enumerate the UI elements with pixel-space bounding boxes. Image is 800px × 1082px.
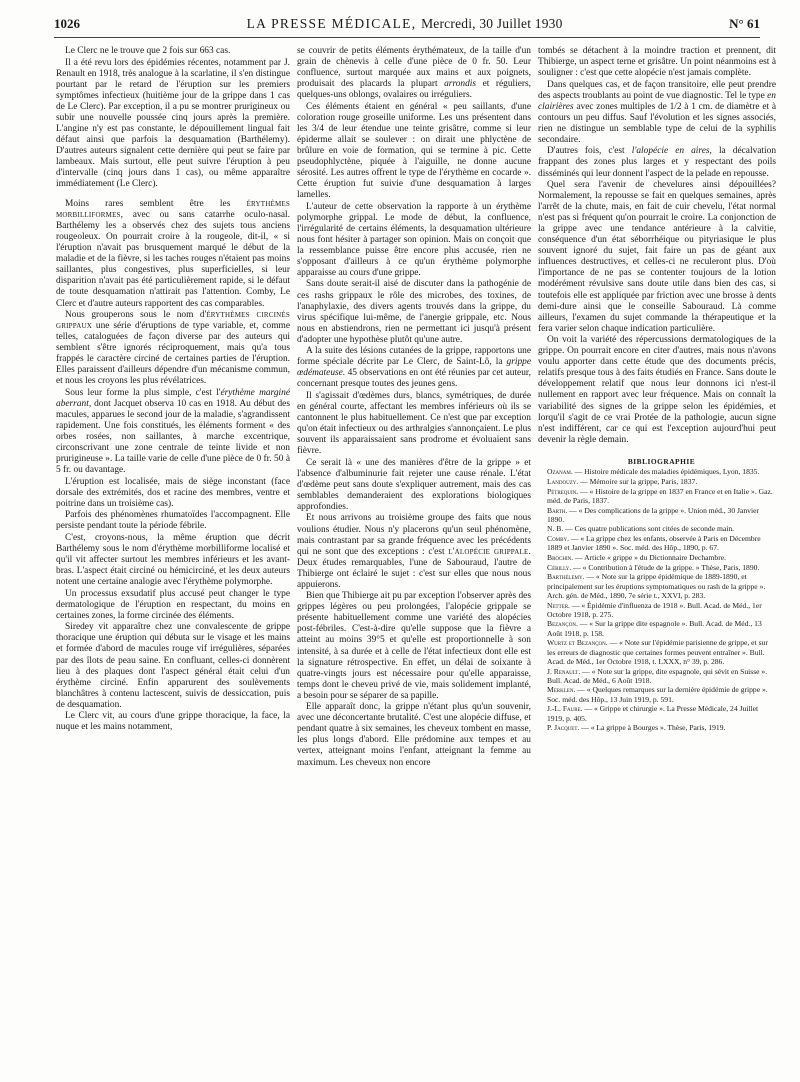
bibliography-entry — [538, 601, 776, 619]
text-run: Deux études remarquables, l'une de Sabouraud, l'autre de Thibierge ont éclairé le sujet : c'est sur elles que nous nous appuierons. — [297, 557, 531, 590]
reference-text: — « Grippe et chirurgie ». La Presse Médicale, 24 Juillet 1919, p. 405. — [547, 704, 759, 723]
paragraph — [56, 388, 290, 476]
text-column-1 — [56, 46, 290, 1076]
bibliography-entry — [538, 619, 776, 637]
bibliography-entry — [538, 534, 776, 552]
paragraph — [56, 199, 290, 309]
paragraph: Sans doute serait-il aisé de discuter dans la pathogénie de ces rashs grippaux le rôle des microbes, des toxines, de l'anaphylaxie, des divers agents trouvés dans la grippe, du virus spécifique lui-même, de l'anergie grippale, etc. Nous nous en abstiendrons, rien ne permettant ici jusqu'à présent d'adopter une hypothèse plutôt qu'une autre. — [297, 279, 531, 345]
bibliography-entry — [538, 553, 776, 562]
reference-text: — Ces quatre publications sont citées de seconde main. — [563, 524, 735, 534]
bibliography-entry — [538, 723, 776, 732]
text-run: , avec ou sans catarrhe oculo-nasal. Barthélemy les a observés chez des sujets tous anciens rougeoleux. On pourrait croire à la rougeole, dit-il, « si l'éruption n'avait pas brusquement marqué le début de la maladie et de la fièvre, si les taches rouges n'étaient pas moins saillantes, plus congestives, plus superficielles, si leur disparition n'avait pas été particulièrement rapide, si le défaut de toute desquamation n'attirait pas l'attention. Comby, Le Clerc et d'autre auteurs rapportent des cas comparables. — [56, 210, 290, 309]
bibliography-entry — [538, 524, 776, 533]
bibliography-entry — [538, 477, 776, 486]
small-caps-term: érythèmes morbilliformes — [56, 199, 290, 221]
paragraph: L'éruption est localisée, mais de siège inconstant (face dorsale des extrémités, dos et racine des membres, ventre et poitrine dans un troisième cas). — [56, 476, 290, 509]
reference-author: Bezançon. — [547, 619, 578, 629]
bibliography-heading: BIBLIOGRAPHIE — [627, 456, 696, 466]
paragraph: Parfois des phénomènes rhumatoïdes l'accompagnent. Elle persiste pendant toute la période fébrile. — [56, 510, 290, 532]
reference-author: Cérilly. — [547, 562, 572, 572]
bibliography-entry — [538, 572, 776, 600]
paragraph — [297, 346, 531, 390]
paragraph: Bien que Thibierge ait pu par exception l'observer après des grippes légères ou peu prolongées, l'alopécie grippale se présente habituellement comme une variété des alopécies post-fébriles. C'est-à-dire qu'elle suppose que la fièvre a atteint au moins 39°5 et qu'elle est proportionnelle à son intensité, à sa durée et à celle de l'état infectieux dont elle est la signature rétrospective. En effet, un délai de soixante à quatre-vingts jours est nécessaire pour qu'elle apparaisse, temps dont le cheveu privé de vie, mais solidement implanté, a besoin pour se séparer de sa papille. — [297, 591, 531, 701]
italic-term: érythème marginé aberrant, — [56, 387, 290, 409]
paragraph: Il s'agissait d'œdèmes durs, blancs, symétriques, de durée en général courte, affectant les membres inférieurs où ils se cantonnent le plus habituellement. Ce n'est que par exception qu'on était infectieux ou des arthralgies s'annonçaient. Le plus souvent ils apparaissaient sans prodrome et évoluaient sans fièvre. — [297, 390, 531, 457]
reference-text: — Histoire médicale des maladies épidémiques, Lyon, 1835. — [572, 467, 760, 477]
reference-text: — « Note sur la grippe épidémique de 1889-1890, et principalement sur les éruptions symptomatiques ou rash de la grippe ». Arch. gén. de Méd., 1890, 7e série t., XXVI, p. 283. — [547, 572, 766, 600]
reference-author: Wurtz et Bezançon. — [547, 638, 608, 648]
reference-text: — « La grippe chez les enfants, observée à Paris en Décembre 1889 et Janvier 1890 ». Soc. méd. des Hôp., 1890, p. 67. — [547, 534, 761, 553]
issue-date: Mercredi, 30 Juillet 1930 — [421, 16, 563, 31]
reference-author: Barthélemy. — [547, 572, 585, 582]
text-run: Et nous arrivons au troisième groupe des faits que nous voulions étudier. Nous n'y placerons qu'un seul phénomène, mais contrastant par sa grande fréquence avec les précédents qui ne sont que des exceptions : c'est — [297, 513, 531, 557]
text-run: une série d'éruptions de type variable, et, comme telles, cataloguées de façon diverse par des auteurs qui semblent s'être ignorés réciproquement, mais qu'a tous frappés le caractère circiné de certaines parties de l'éruption. Elles paraissent d'ailleurs dépendre d'un mécanisme commun, et nous les croyons les plus révélatrices. — [56, 321, 290, 387]
paragraph: Le Clerc vit, au cours d'une grippe thoracique, la face, la nuque et les mains notamment, — [56, 711, 290, 733]
italic-term: l'alopécie en aires, — [631, 146, 712, 157]
paragraph — [297, 513, 531, 590]
reference-author: J.-L. Faure. — [547, 704, 583, 714]
paragraph: Quel sera l'avenir de chevelures ainsi dépouillées? Normalement, la repousse se fait en quelques semaines, après l'arrêt de la chute, mais, en fait de cuir chevelu, l'état normal n'est pas si fréquent qu'on pourrait le croire. La conjonction de la grippe avec une tendance antérieure à la calvitie, conséquence d'un état séborrhéique ou pityriasique le plus souvent ignoré du sujet, fait faire un pas de géant aux influences destructives, et celles-ci ne reculeront plus. D'où l'importance de ne pas se contenter toujours de la lotion modérément révulsive sans doute utile dans bien des cas, si toutefois elle est appliquée par friction avec une brosse à dents demi-dure ainsi que le conseille Sabouraud. Là comme ailleurs, l'examen du sujet commande la thérapeutique et la fera varier selon chaque indication particulière. — [538, 180, 776, 334]
paragraph: On voit la variété des répercussions dermatologiques de la grippe. On pourrait encore en citer d'autres, mais nous n'avons voulu apporter dans cette étude que des documents précis, relatifs presque tous à des faits étudiés en France. Sans doute le développement relatif que nous leur donnons ici n'est-il nullement en rapport avec leur fréquence. Mais on connaît la variabilité des signes de la grippe selon les épidémies, et lorqu'il s'agit de ce vrai Protée de la pathologie, aucun signe n'est indifférent, car ce qui est l'exception aujourd'hui peut devenir la règle demain. — [538, 335, 776, 445]
paragraph: Ces éléments étaient en général « peu saillants, d'une coloration rouge groseille uniforme. Les uns présentent dans les 3/4 de leur étendue une teinte grisâtre, comme si leur épiderme allait se soulever : on dirait une phlyctène de brûlure en voie de formation, qui se termine à pic. Cette pseudophlyctène, piquée à l'aiguille, ne donne aucune sérosité. Les autres offrent le type de l'érythème en cocarde ». Cette éruption fut suivie d'une desquamation à larges lamelles. — [297, 101, 531, 201]
italic-term: en clairières — [538, 90, 776, 112]
text-run: dont Jacquet observa 10 cas en 1918. Au début des macules, apparues le second jour de la maladie, s'agrandissent rapidement. Une fois constitués, les éléments forment « des orbes rosées, non saillantes, à marche excentrique, circonscrivant une zone centrale de teinte livide et non prurigineuse ». La taille varie de celle d'une pièce de 0 fr. 50 à 5 fr. ou davantage. — [56, 398, 290, 476]
bibliography-entry — [538, 667, 776, 685]
reference-text: — « Note sur la grippe, dite espagnole, qui sévit en Suisse ». Bull. Acad. de Méd., 6 Août 1918. — [547, 666, 768, 685]
small-caps-term: érythèmes circinés grippaux — [56, 310, 290, 332]
bibliography-entry — [538, 563, 776, 572]
text-run: Dans quelques cas, et de façon transitoire, elle peut prendre des aspects troublants au point de vue diagnostic. Tel le type — [538, 79, 776, 101]
paragraph: Siredey vit apparaître chez une convalescente de grippe thoracique une éruption qui débuta sur le visage et les mains et formée d'abord de macules rouge vif irrégulières, séparées par des îlots de peau saine. En confluant, celles-ci donnèrent lieu à des plaques dont l'aspect général était celui d'un érythème circiné. Enfin apparurent des soulèvements blanchâtres à contenu lactescent, suivis de dessiccation, puis de desquamation. — [56, 622, 290, 710]
reference-author: Ozanam. — [547, 467, 573, 477]
reference-text: — « Des complications de la grippe ». Union méd., 30 Janvier 1890. — [547, 505, 759, 524]
text-run: se couvrir de petits éléments érythémateux, de la taille d'un grain de chènevis à celle d'une pièce de 0 fr. 50. Leur confluence, surtout marquée aux mains et aux poignets, produisait des placards la plupart — [297, 46, 531, 90]
paragraph: Il a été revu lors des épidémies récentes, notamment par J. Renault en 1918, très analogue à la scarlatine, il s'en distingue pourtant par le retard de l'éruption sur les premiers symptômes infectieux (huitième jour de la grippe dans 1 cas de Le Clerc). Par exception, il a pu se montrer prurigineux ou subir une nouvelle poussée cinq jours après la première. L'angine n'y est pas constante, le dépouillement lingual fait défaut ainsi que parfois la desquamation (Barthélemy). D'autres auteurs signalent cette dernière qui peut se faire par lambeaux. Mais surtout, elle peut suivre l'éruption à peu d'intervalle (cinq jours dans 1 cas), ou même apparaître immédiatement (Le Clerc). — [56, 57, 290, 190]
bibliography-list — [538, 467, 776, 732]
reference-author: Comby. — [547, 534, 569, 544]
bibliography-entry — [538, 506, 776, 524]
running-title — [247, 16, 563, 32]
bibliography-entry — [538, 487, 776, 505]
paragraph: Ce serait là « une des manières d'être de la grippe » et l'absence d'albuminurie fait rejeter une cause rénale. L'état d'œdème peut sans doute s'expliquer autrement, mais des cas semblables demanderaient des explorations biologiques approfondies. — [297, 457, 531, 512]
paragraph — [56, 310, 290, 387]
paragraph: C'est, croyons-nous, la même éruption que décrit Barthélemy sous le nom d'érythème morbilliforme localisé et qu'il vit affecter surtout les membres inférieurs et les avant-bras. L'aspect était circiné ou hémicirciné, et les deux auteurs notent une certaine analogie avec l'érythème polymorphe. — [56, 533, 290, 588]
text-run: la décalvation frappant des zones plus larges et y respectant des poils disséminés qui leur donnent l'aspect de la pelade en repousse. — [538, 146, 776, 179]
bibliography-entry — [538, 467, 776, 476]
paragraph: Un processus exsudatif plus accusé peut changer le type dermatologique de l'éruption en respectant, du moins en certaines zones, la forme circinée des éléments. — [56, 588, 290, 621]
paragraph — [538, 80, 776, 146]
bibliography-entry — [538, 704, 776, 722]
paragraph — [538, 146, 776, 179]
text-run: A la suite des lésions cutanées de la grippe, rapportons une forme spéciale décrite par Le Clerc, de Saint-Lô, la — [297, 346, 531, 368]
paragraph: tombés se détachent à la moindre traction et prennent, dit Thibierge, un aspect terne et grisâtre. Un point néanmoins est à souligner : c'est que cette alopécie n'est jamais complète. — [538, 46, 776, 79]
reference-author: P. Jacquet. — [547, 723, 580, 733]
reference-author: Pétrequin. — [547, 486, 579, 496]
reference-author: N. B. — [547, 524, 564, 534]
paragraph — [297, 46, 531, 101]
reference-text: — Mémoire sur la grippe, Paris, 1837. — [578, 476, 698, 486]
reference-author: Landouzy. — [547, 476, 579, 486]
paragraph: L'auteur de cette observation la rapporte à un érythème polymorphe grippal. Le mode de début, la confluence, l'irrégularité de certains éléments, la desquamation ultérieure nous font hésiter à partager son opinion. Mais on conçoit que la ressemblance puisse être encore plus accusée, rien ne s'opposant d'ailleurs à ce qu'un érythème polymorphe apparaisse au cours d'une grippe. — [297, 201, 531, 278]
reference-text: — « Épidémie d'influenza de 1918 ». Bull. Acad. de Méd., 1er Octobre 1918, p. 275. — [547, 600, 762, 619]
issue-number: N° 61 — [729, 16, 760, 31]
reference-text: — « Quelques remarques sur la dernière épidémie de grippe ». Soc. méd. des Hôp., 13 Juin 1919, p. 591. — [547, 685, 768, 704]
reference-text: — Article « grippe » du Dictionnaire Dechambre. — [573, 553, 727, 563]
text-run: Moins rares semblent être les — [65, 199, 247, 210]
reference-author: Netter. — [547, 600, 570, 610]
journal-name: LA PRESSE MÉDICALE, — [246, 16, 417, 31]
text-run: et réguliers, quelques-uns oblongs, ovalaires ou irréguliers. — [297, 79, 531, 101]
text-column-2 — [297, 46, 531, 1076]
small-caps-term: l'alopécie grippale. — [448, 546, 531, 557]
reference-text: — « Sur la grippe dite espagnole ». Bull. Acad. de Méd., 13 Août 1918, p. 158. — [547, 619, 762, 638]
reference-author: J. Renault. — [547, 666, 581, 676]
text-run: D'autres fois, c'est — [547, 146, 625, 157]
bibliography-entry — [538, 685, 776, 703]
bibliography-entry — [538, 638, 776, 666]
reference-text: — « Contribution à l'étude de la grippe. » Thèse, Paris, 1890. — [571, 562, 760, 572]
reference-text: — « Histoire de la grippe en 1837 en France et en Italie ». Gaz. méd. de Paris, 1837. — [547, 486, 773, 505]
text-column-3 — [538, 46, 776, 1076]
italic-term: arrondis — [444, 79, 477, 90]
text-run: avec zones multiples de 1/2 à 1 cm. de diamètre et à contours un peu diffus. Sauf l'évolution et les signes associés, rien ne distingue un semblable type de celui de la syphilis secondaire. — [538, 101, 776, 145]
text-run: Nous grouperons sous le nom d' — [65, 310, 207, 321]
paragraph: Le Clerc ne le trouve que 2 fois sur 663 cas. — [65, 46, 231, 56]
reference-author: Brochin. — [547, 553, 574, 563]
reference-text: — « Note sur l'épidémie parisienne de grippe, et sur les erreurs de diagnostic que certaines formes peuvent entraîner ». Bull. Acad. de Méd., 1er Octobre 1918, t. LXXX, n° 39, p. 286. — [547, 638, 768, 666]
paragraph: Elle apparaît donc, la grippe n'étant plus qu'un souvenir, avec une déconcertante brutalité. C'est une alopécie diffuse, et pendant quatre à six semaines, les cheveux tombent en masse, les plus longs d'abord. Elle prédomine aux tempes et au vertex, atteignant moins l'enfant, atteignant la femme au maximum. Les cheveux non encore — [297, 702, 531, 768]
italic-term: grippe œdémateuse. — [297, 357, 531, 379]
reference-author: Merklen. — [547, 685, 576, 695]
text-run: Sous leur forme la plus simple, c'est l' — [65, 387, 221, 398]
text-run: 45 observations en ont été réunies par cet auteur, concernant presque toutes des jeunes gens. — [297, 368, 531, 390]
reference-author: Barth. — [547, 505, 568, 515]
reference-text: — « La grippe à Bourges ». Thèse, Paris, 1919. — [579, 723, 726, 733]
page-number: 1026 — [54, 16, 80, 31]
page-header — [54, 16, 760, 38]
